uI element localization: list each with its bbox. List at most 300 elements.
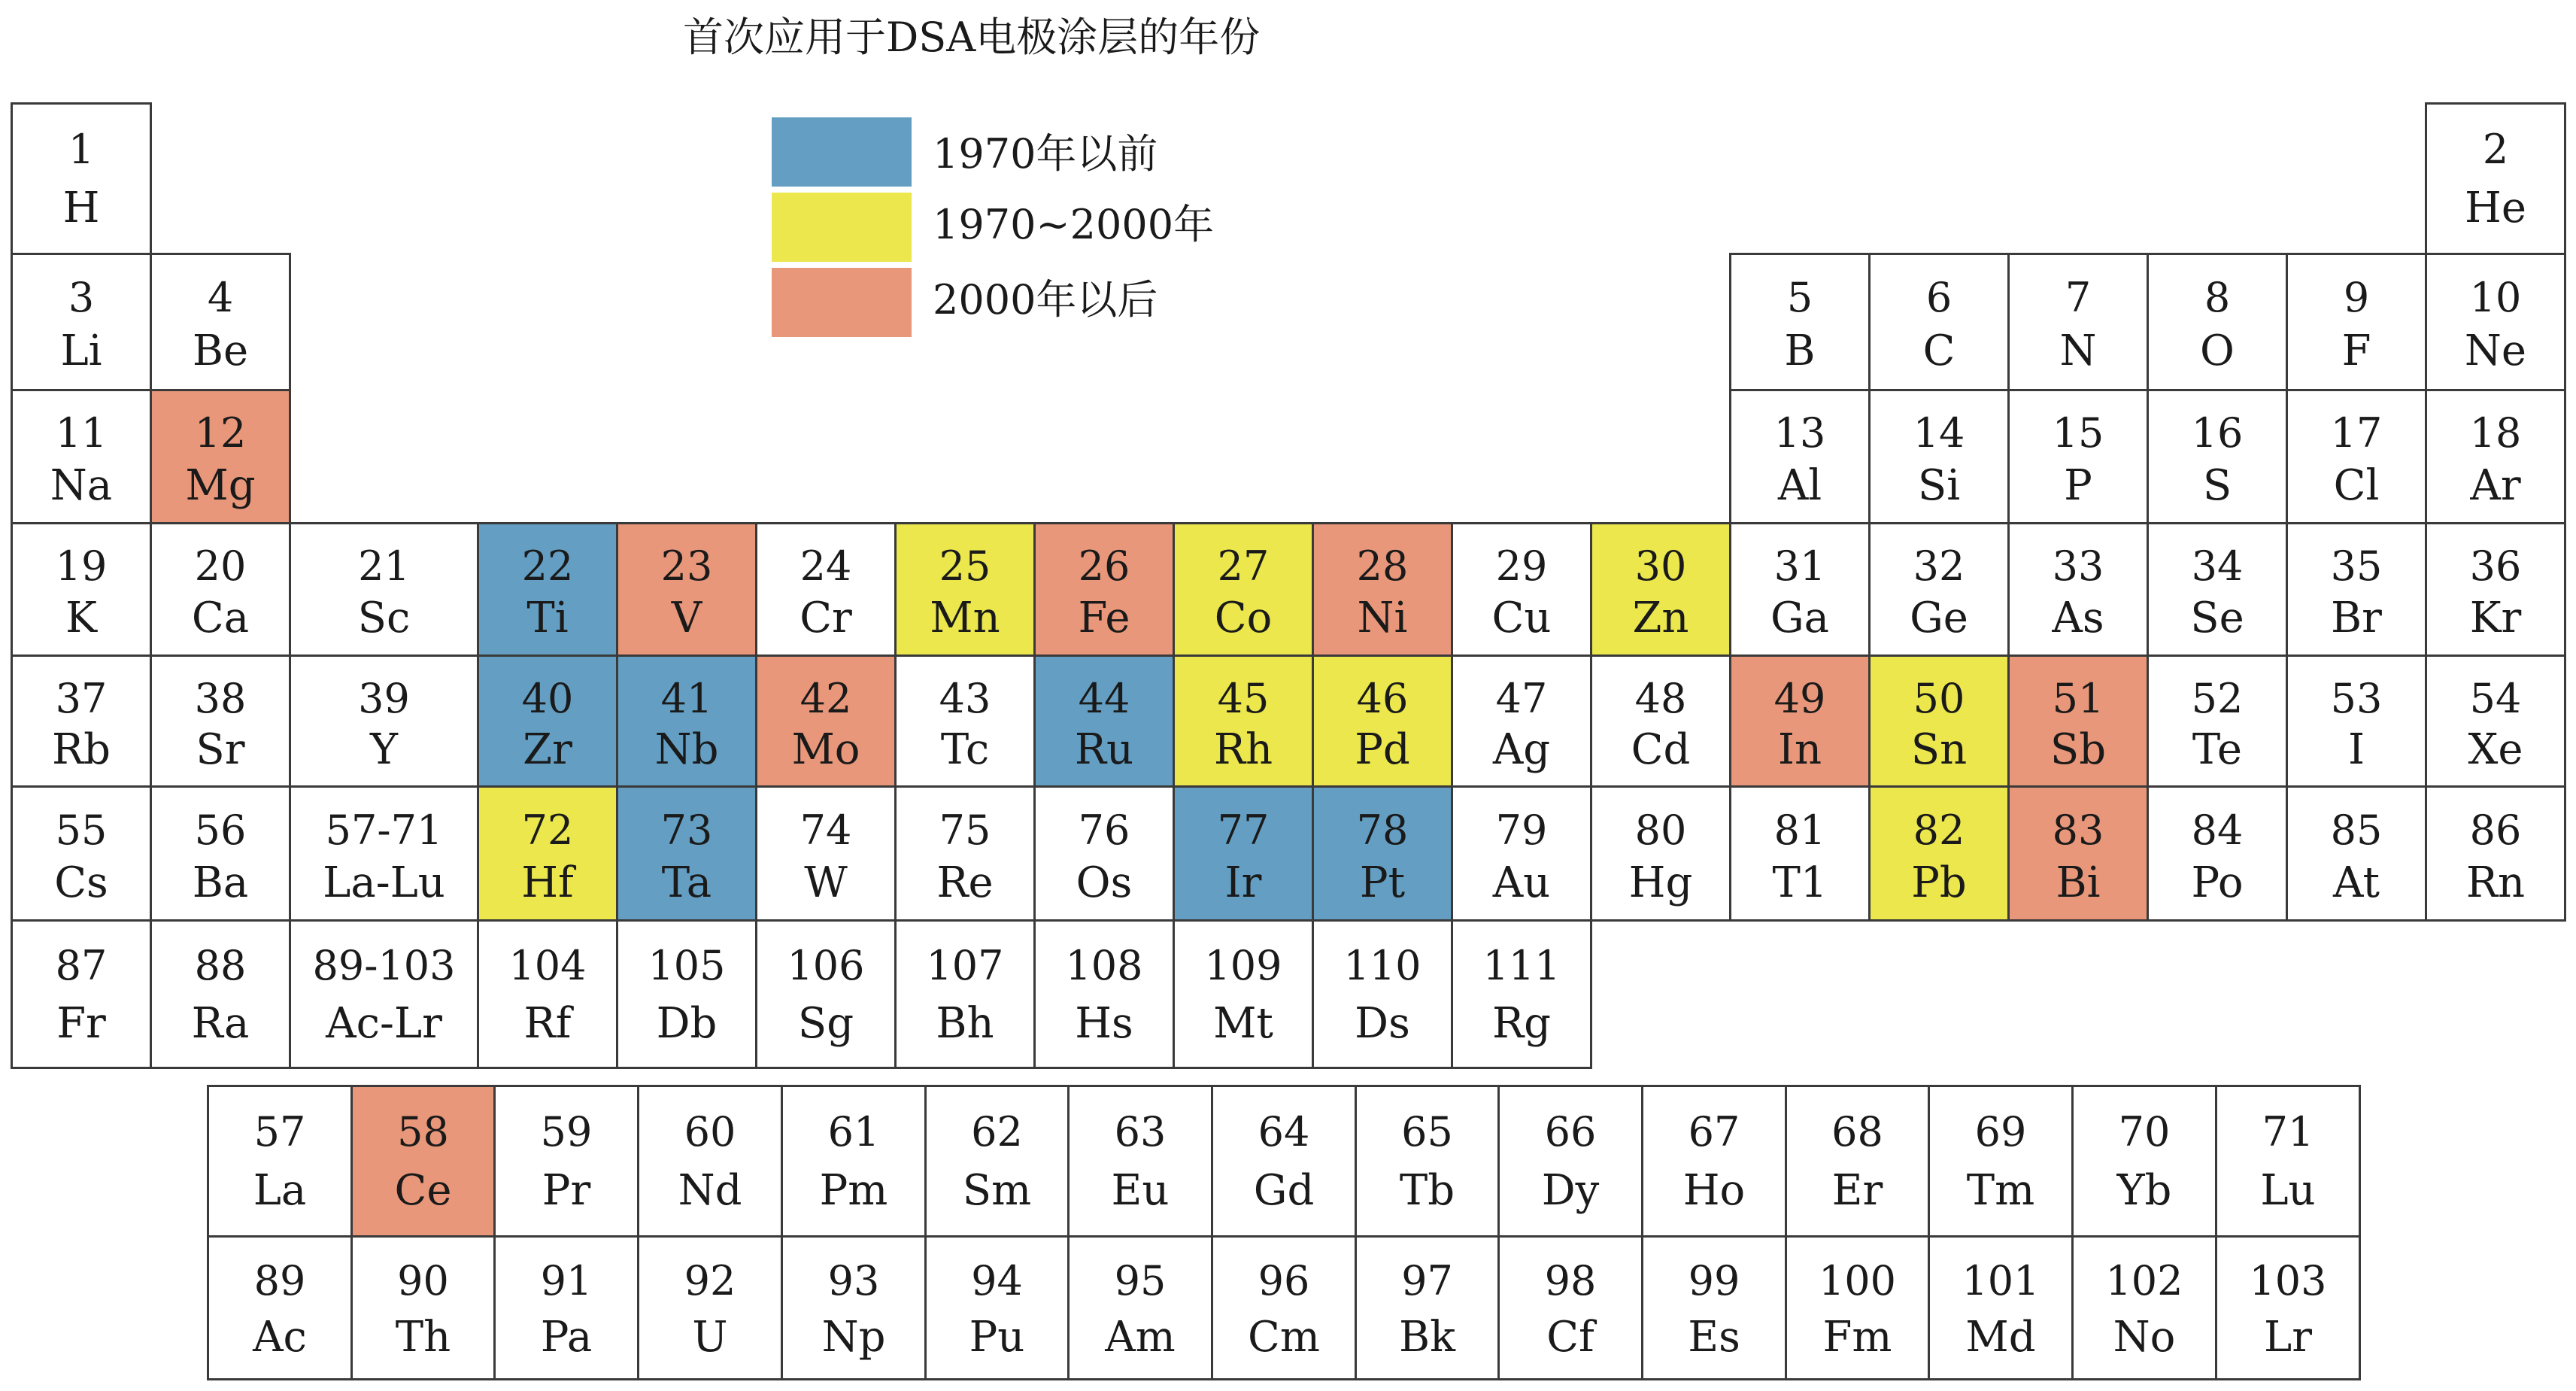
element-cell-rn — [2425, 785, 2566, 922]
atomic-number: 82 — [1913, 806, 1965, 854]
element-cell-in — [1729, 654, 1871, 788]
atomic-number: 24 — [800, 542, 852, 591]
legend-label: 2000年以后 — [933, 276, 1158, 323]
element-symbol: Eu — [1111, 1166, 1170, 1216]
atomic-number: 44 — [1078, 674, 1130, 722]
element-symbol: Rn — [2465, 858, 2526, 907]
atomic-number: 81 — [1773, 806, 1826, 854]
element-cell-mn — [894, 522, 1036, 657]
atomic-number: 107 — [926, 942, 1004, 990]
element-cell-po — [2147, 785, 2288, 922]
atomic-number: 41 — [660, 674, 713, 722]
element-cell-tc — [894, 654, 1036, 788]
atomic-number: 5 — [1786, 273, 1813, 321]
element-symbol: Mn — [930, 594, 1000, 643]
atomic-number: 98 — [1544, 1257, 1597, 1305]
element-cell-ra — [150, 919, 291, 1069]
element-symbol: Be — [192, 326, 249, 376]
element-cell-be — [150, 253, 291, 391]
atomic-number: 39 — [358, 674, 410, 722]
element-cell-pd — [1312, 654, 1453, 788]
element-symbol: Sb — [2050, 725, 2107, 775]
atomic-number: 6 — [1925, 273, 1952, 321]
element-symbol: Al — [1777, 460, 1822, 510]
element-symbol: Zr — [523, 725, 572, 775]
atomic-number: 47 — [1495, 674, 1548, 722]
element-symbol: Md — [1965, 1312, 2036, 1362]
atomic-number: 77 — [1217, 806, 1270, 854]
element-cell-cf — [1497, 1235, 1643, 1380]
element-cell-ac-lr — [289, 919, 479, 1069]
element-cell-ne — [2425, 253, 2566, 391]
atomic-number: 69 — [1974, 1107, 2027, 1156]
atomic-number: 71 — [2262, 1107, 2314, 1156]
element-cell-yb — [2071, 1085, 2217, 1238]
element-symbol: La-Lu — [323, 858, 445, 907]
element-symbol: Fm — [1822, 1312, 1892, 1362]
element-symbol: Ir — [1224, 858, 1262, 907]
element-symbol: Pm — [819, 1166, 888, 1216]
atomic-number: 96 — [1258, 1257, 1310, 1305]
element-symbol: Hf — [521, 858, 574, 907]
atomic-number: 20 — [194, 542, 247, 591]
atomic-number: 63 — [1114, 1107, 1167, 1156]
element-cell-np — [781, 1235, 927, 1380]
atomic-number: 101 — [1962, 1257, 2040, 1305]
element-cell-bi — [2007, 785, 2149, 922]
atomic-number: 27 — [1217, 542, 1270, 591]
atomic-number: 74 — [800, 806, 852, 854]
element-cell-nd — [637, 1085, 783, 1238]
element-cell-ag — [1451, 654, 1592, 788]
element-symbol: Lr — [2264, 1312, 2312, 1362]
atomic-number: 46 — [1356, 674, 1409, 722]
element-cell-c — [1868, 253, 2010, 391]
element-cell-ga — [1729, 522, 1871, 657]
element-symbol: Pd — [1355, 725, 1410, 775]
element-cell-mg — [150, 389, 291, 524]
element-cell-fr — [11, 919, 152, 1069]
atomic-number: 15 — [2052, 409, 2104, 457]
element-symbol: Tc — [940, 725, 990, 775]
element-cell-pb — [1868, 785, 2010, 922]
element-cell-cs — [11, 785, 152, 922]
atomic-number: 80 — [1634, 806, 1687, 854]
atomic-number: 75 — [939, 806, 991, 854]
element-cell-ba — [150, 785, 291, 922]
element-cell-sg — [755, 919, 897, 1069]
element-symbol: Au — [1492, 858, 1551, 907]
atomic-number: 23 — [660, 542, 713, 591]
element-cell-ca — [150, 522, 291, 657]
atomic-number: 106 — [787, 942, 865, 990]
atomic-number: 103 — [2249, 1257, 2327, 1305]
atomic-number: 37 — [55, 674, 108, 722]
element-symbol: At — [2333, 858, 2380, 907]
element-symbol: Db — [656, 999, 718, 1049]
element-symbol: Ds — [1355, 999, 1410, 1049]
element-cell-p — [2007, 389, 2149, 524]
element-symbol: Os — [1076, 858, 1133, 907]
element-cell-pa — [493, 1235, 639, 1380]
element-cell-eu — [1067, 1085, 1213, 1238]
atomic-number: 92 — [684, 1257, 736, 1305]
element-cell-sr — [150, 654, 291, 788]
element-cell-er — [1785, 1085, 1930, 1238]
element-symbol: Pb — [1911, 858, 1967, 907]
atomic-number: 36 — [2469, 542, 2522, 591]
element-symbol: K — [65, 594, 97, 643]
atomic-number: 72 — [521, 806, 574, 854]
element-symbol: N — [2059, 326, 2097, 376]
element-symbol: Ru — [1074, 725, 1134, 775]
element-symbol: Br — [2331, 594, 2382, 643]
element-symbol: Ca — [191, 594, 250, 643]
atomic-number: 59 — [540, 1107, 593, 1156]
element-symbol: T1 — [1772, 858, 1828, 907]
atomic-number: 53 — [2330, 674, 2383, 722]
atomic-number: 34 — [2191, 542, 2244, 591]
element-symbol: Co — [1214, 594, 1273, 643]
element-cell-ru — [1033, 654, 1175, 788]
atomic-number: 49 — [1773, 674, 1826, 722]
legend-swatch-yellow — [772, 193, 912, 262]
element-symbol: Cl — [2333, 460, 2380, 510]
atomic-number: 25 — [939, 542, 991, 591]
element-cell-n — [2007, 253, 2149, 391]
atomic-number: 31 — [1773, 542, 1826, 591]
atomic-number: 30 — [1634, 542, 1687, 591]
atomic-number: 105 — [648, 942, 726, 990]
element-cell-sn — [1868, 654, 2010, 788]
element-symbol: Te — [2192, 725, 2243, 775]
element-cell-th — [350, 1235, 496, 1380]
element-symbol: Fr — [56, 999, 106, 1049]
legend-label: 1970~2000年 — [933, 201, 1215, 248]
atomic-number: 38 — [194, 674, 247, 722]
atomic-number: 111 — [1482, 942, 1561, 990]
atomic-number: 97 — [1401, 1257, 1453, 1305]
element-cell-db — [616, 919, 757, 1069]
atomic-number: 13 — [1773, 409, 1826, 457]
element-cell-ar — [2425, 389, 2566, 524]
element-symbol: Ga — [1770, 594, 1830, 643]
atomic-number: 54 — [2469, 674, 2522, 722]
atomic-number: 76 — [1078, 806, 1130, 854]
element-cell-i — [2286, 654, 2427, 788]
element-symbol: Am — [1105, 1312, 1176, 1362]
element-cell-kr — [2425, 522, 2566, 657]
element-cell-es — [1641, 1235, 1787, 1380]
atomic-number: 85 — [2330, 806, 2383, 854]
element-symbol: Ac-Lr — [326, 999, 442, 1049]
atomic-number: 11 — [55, 409, 108, 457]
element-cell-tb — [1355, 1085, 1500, 1238]
element-symbol: Rf — [523, 999, 572, 1049]
element-symbol: Si — [1917, 460, 1961, 510]
element-cell-rb — [11, 654, 152, 788]
element-cell-pr — [493, 1085, 639, 1238]
element-symbol: Kr — [2469, 594, 2522, 643]
element-symbol: Xe — [2468, 725, 2523, 775]
element-symbol: In — [1777, 725, 1822, 775]
element-symbol: Bh — [936, 999, 994, 1049]
element-cell-te — [2147, 654, 2288, 788]
atomic-number: 104 — [508, 942, 587, 990]
element-symbol: Ce — [394, 1166, 452, 1216]
element-cell-na — [11, 389, 152, 524]
element-cell-gd — [1211, 1085, 1357, 1238]
element-cell-ta — [616, 785, 757, 922]
element-symbol: Sc — [357, 594, 411, 643]
element-symbol: Re — [936, 858, 994, 907]
element-cell-hf — [477, 785, 618, 922]
atomic-number: 35 — [2330, 542, 2383, 591]
element-symbol: Es — [1688, 1312, 1740, 1362]
atomic-number: 83 — [2052, 806, 2104, 854]
element-symbol: Mo — [791, 725, 860, 775]
atomic-number: 26 — [1078, 542, 1130, 591]
atomic-number: 108 — [1065, 942, 1143, 990]
element-cell-cu — [1451, 522, 1592, 657]
element-symbol: No — [2113, 1312, 2176, 1362]
element-cell-ce — [350, 1085, 496, 1238]
atomic-number: 57-71 — [325, 806, 443, 854]
atomic-number: 86 — [2469, 806, 2522, 854]
element-cell-lr — [2215, 1235, 2361, 1380]
element-cell-pm — [781, 1085, 927, 1238]
element-symbol: Lu — [2260, 1166, 2316, 1216]
element-cell-sc — [289, 522, 479, 657]
element-symbol: Li — [60, 326, 102, 376]
element-cell-fe — [1033, 522, 1175, 657]
atomic-number: 94 — [971, 1257, 1023, 1305]
element-cell-cd — [1590, 654, 1731, 788]
element-symbol: Ba — [192, 858, 249, 907]
element-cell-he — [2425, 102, 2566, 255]
atomic-number: 62 — [971, 1107, 1023, 1156]
atomic-number: 29 — [1495, 542, 1548, 591]
element-symbol: Ni — [1357, 594, 1408, 643]
atomic-number: 50 — [1913, 674, 1965, 722]
atomic-number: 93 — [827, 1257, 880, 1305]
element-symbol: Cf — [1546, 1312, 1594, 1362]
element-cell-rg — [1451, 919, 1592, 1069]
element-cell-bk — [1355, 1235, 1500, 1380]
element-symbol: Bi — [2056, 858, 2101, 907]
element-symbol: V — [671, 594, 702, 643]
element-cell-bh — [894, 919, 1036, 1069]
element-symbol: Nd — [678, 1166, 742, 1216]
element-cell-cr — [755, 522, 897, 657]
atomic-number: 33 — [2052, 542, 2104, 591]
atomic-number: 70 — [2118, 1107, 2171, 1156]
atomic-number: 64 — [1258, 1107, 1310, 1156]
element-symbol: Sn — [1910, 725, 1968, 775]
element-cell-ir — [1173, 785, 1314, 922]
atomic-number: 84 — [2191, 806, 2244, 854]
element-cell-fm — [1785, 1235, 1930, 1380]
element-cell-al — [1729, 389, 1871, 524]
element-symbol: Hg — [1628, 858, 1693, 907]
atomic-number: 66 — [1544, 1107, 1597, 1156]
element-symbol: Cd — [1631, 725, 1691, 775]
atomic-number: 10 — [2469, 273, 2522, 321]
element-cell-cm — [1211, 1235, 1357, 1380]
element-symbol: Cr — [800, 594, 852, 643]
element-symbol: W — [804, 858, 848, 907]
element-cell-k — [11, 522, 152, 657]
atomic-number: 55 — [55, 806, 108, 854]
element-cell-la — [207, 1085, 353, 1238]
atomic-number: 65 — [1401, 1107, 1453, 1156]
element-symbol: Pu — [969, 1312, 1025, 1362]
element-cell-mo — [755, 654, 897, 788]
element-cell-co — [1173, 522, 1314, 657]
element-cell-s — [2147, 389, 2288, 524]
element-cell-pt — [1312, 785, 1453, 922]
atomic-number: 52 — [2191, 674, 2244, 722]
element-symbol: Ra — [191, 999, 250, 1049]
chart-title: 首次应用于DSA电极涂层的年份 — [683, 14, 1261, 61]
element-symbol: La — [253, 1166, 307, 1216]
element-cell-pu — [924, 1235, 1070, 1380]
element-symbol: O — [2200, 326, 2235, 376]
element-cell-au — [1451, 785, 1592, 922]
atomic-number: 17 — [2330, 409, 2383, 457]
atomic-number: 3 — [68, 273, 95, 321]
atomic-number: 43 — [939, 674, 991, 722]
element-cell-li — [11, 253, 152, 391]
element-symbol: Po — [2191, 858, 2244, 907]
element-symbol: Y — [370, 725, 398, 775]
element-symbol: Pa — [540, 1312, 593, 1362]
element-symbol: Rb — [51, 725, 111, 775]
atomic-number: 68 — [1831, 1107, 1883, 1156]
element-symbol: Tm — [1966, 1166, 2035, 1216]
element-cell-t1 — [1729, 785, 1871, 922]
atomic-number: 9 — [2343, 273, 2370, 321]
element-cell-xe — [2425, 654, 2566, 788]
element-symbol: Rh — [1213, 725, 1273, 775]
atomic-number: 16 — [2191, 409, 2244, 457]
element-symbol: Ac — [253, 1312, 307, 1362]
element-symbol: P — [2064, 460, 2092, 510]
atomic-number: 99 — [1688, 1257, 1740, 1305]
atomic-number: 28 — [1356, 542, 1409, 591]
element-symbol: U — [692, 1312, 728, 1362]
atomic-number: 42 — [800, 674, 852, 722]
element-symbol: Na — [50, 460, 113, 510]
element-cell-dy — [1497, 1085, 1643, 1238]
element-symbol: Zn — [1632, 594, 1689, 643]
atomic-number: 40 — [521, 674, 574, 722]
element-symbol: Cs — [54, 858, 108, 907]
element-symbol: Tb — [1399, 1166, 1455, 1216]
element-cell-rf — [477, 919, 618, 1069]
element-symbol: Ag — [1492, 725, 1551, 775]
atomic-number: 32 — [1913, 542, 1965, 591]
atomic-number: 78 — [1356, 806, 1409, 854]
element-cell-zr — [477, 654, 618, 788]
element-cell-si — [1868, 389, 2010, 524]
element-cell-nb — [616, 654, 757, 788]
element-symbol: Sm — [962, 1166, 1032, 1216]
element-cell-w — [755, 785, 897, 922]
legend-swatch-orange — [772, 268, 912, 337]
element-symbol: Np — [821, 1312, 886, 1362]
atomic-number: 95 — [1114, 1257, 1167, 1305]
element-cell-ge — [1868, 522, 2010, 657]
element-cell-sm — [924, 1085, 1070, 1238]
element-cell-md — [1928, 1235, 2074, 1380]
atomic-number: 79 — [1495, 806, 1548, 854]
element-cell-o — [2147, 253, 2288, 391]
element-symbol: Ne — [2464, 326, 2527, 376]
atomic-number: 57 — [253, 1107, 306, 1156]
element-symbol: Bk — [1398, 1312, 1456, 1362]
atomic-number: 45 — [1217, 674, 1270, 722]
element-cell-mt — [1173, 919, 1314, 1069]
element-symbol: Mt — [1213, 999, 1273, 1049]
atomic-number: 18 — [2469, 409, 2522, 457]
element-symbol: Ti — [526, 594, 569, 643]
atomic-number: 21 — [358, 542, 410, 591]
element-symbol: I — [2347, 725, 2365, 775]
element-cell-b — [1729, 253, 1871, 391]
element-symbol: Nb — [654, 725, 719, 775]
element-cell-no — [2071, 1235, 2217, 1380]
element-cell-u — [637, 1235, 783, 1380]
atomic-number: 89 — [253, 1257, 306, 1305]
element-symbol: Sr — [196, 725, 245, 775]
element-cell-sb — [2007, 654, 2149, 788]
element-cell-tm — [1928, 1085, 2074, 1238]
element-cell-ti — [477, 522, 618, 657]
element-cell-h — [11, 102, 152, 255]
element-symbol: Ta — [661, 858, 712, 907]
element-cell-os — [1033, 785, 1175, 922]
element-symbol: Rg — [1491, 999, 1551, 1049]
atomic-number: 14 — [1913, 409, 1965, 457]
element-cell-hg — [1590, 785, 1731, 922]
element-symbol: Dy — [1541, 1166, 1600, 1216]
element-cell-f — [2286, 253, 2427, 391]
element-symbol: F — [2341, 326, 2371, 376]
atomic-number: 110 — [1343, 942, 1422, 990]
element-cell-lu — [2215, 1085, 2361, 1238]
atomic-number: 19 — [55, 542, 108, 591]
element-symbol: Fe — [1078, 594, 1130, 643]
element-symbol: Th — [395, 1312, 451, 1362]
atomic-number: 87 — [55, 942, 108, 990]
element-cell-hs — [1033, 919, 1175, 1069]
atomic-number: 7 — [2065, 273, 2092, 321]
element-cell-ni — [1312, 522, 1453, 657]
atomic-number: 12 — [194, 409, 247, 457]
element-cell-ho — [1641, 1085, 1787, 1238]
element-symbol: Er — [1831, 1166, 1883, 1216]
element-symbol: S — [2202, 460, 2232, 510]
atomic-number: 4 — [207, 273, 234, 321]
atomic-number: 51 — [2052, 674, 2104, 722]
atomic-number: 48 — [1634, 674, 1687, 722]
atomic-number: 90 — [397, 1257, 449, 1305]
element-symbol: As — [2052, 594, 2104, 643]
element-symbol: Cm — [1248, 1312, 1320, 1362]
atomic-number: 60 — [684, 1107, 736, 1156]
element-cell-br — [2286, 522, 2427, 657]
